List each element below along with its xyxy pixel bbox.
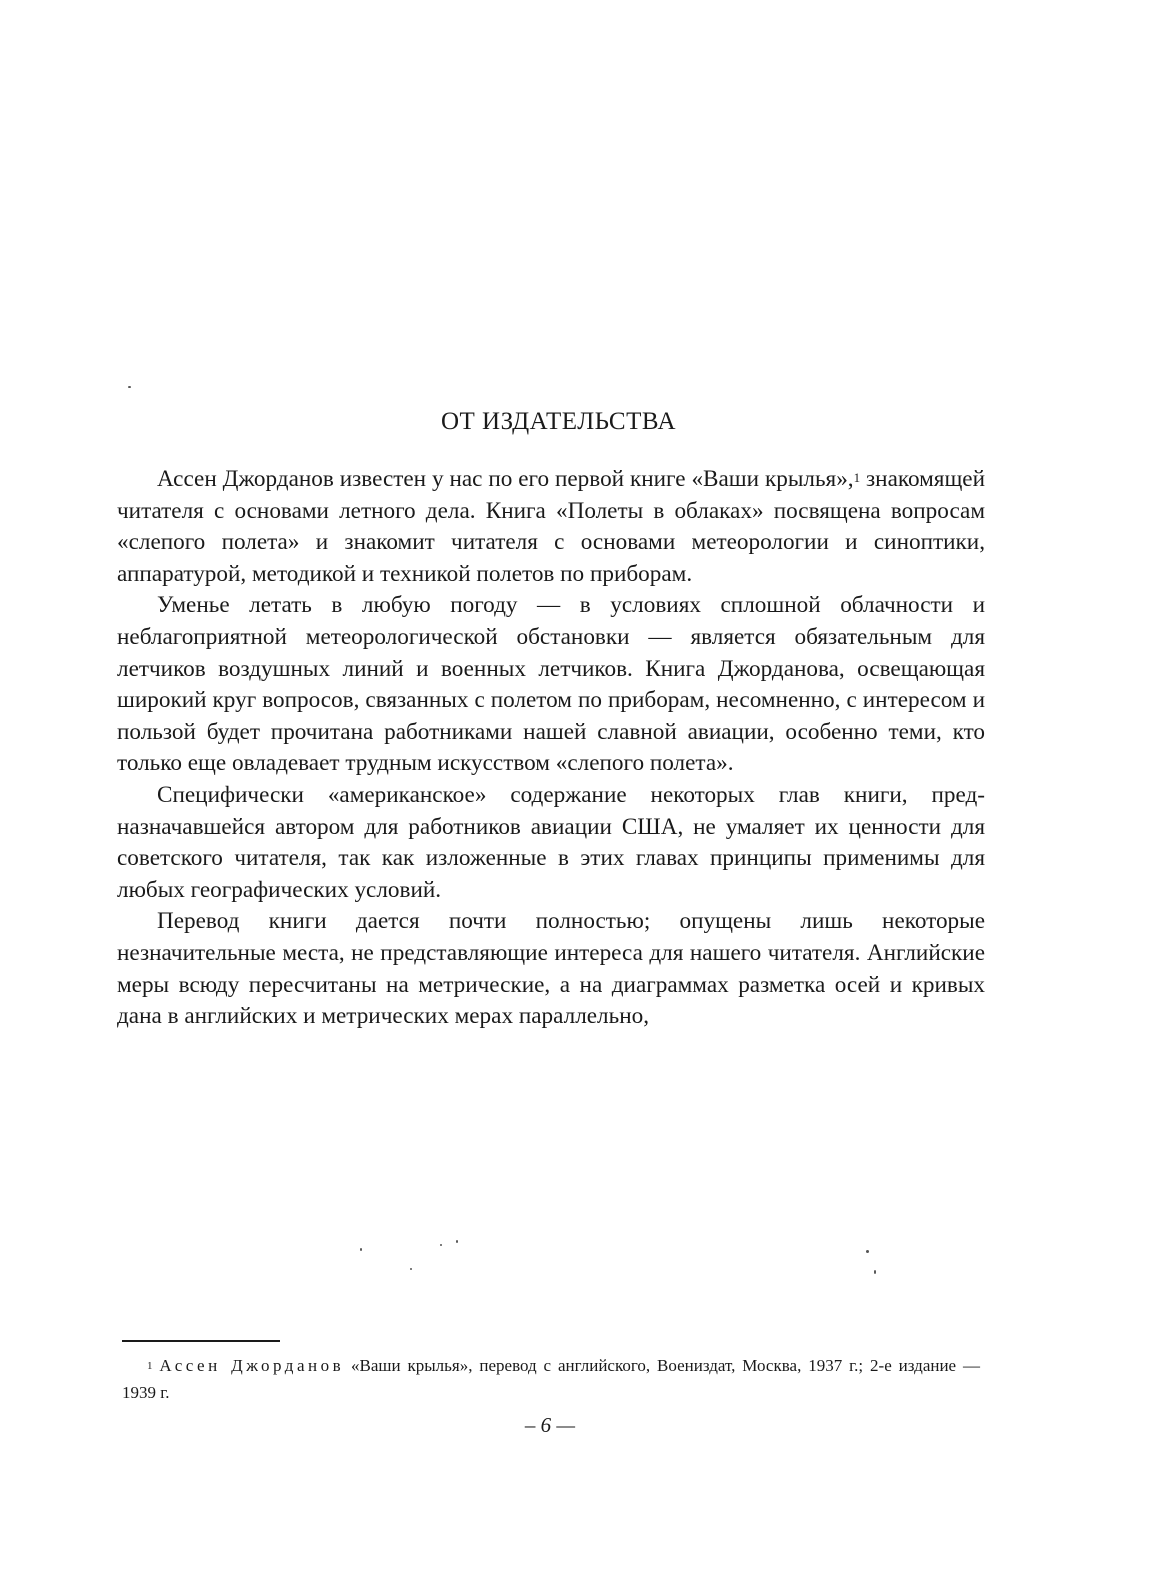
page-number: – 6 — [524, 1413, 576, 1437]
scan-speck [360, 1248, 362, 1251]
paragraph-4: Перевод книги дается почти полностью; опущены лишь некоторые незначительные места, не представляющие интереса для нашего читателя. Английские меры всюду пересчитаны на метрические, а на диаграммах разметка осей и кривых дана в английских и метрических мерах параллельно, [117, 908, 985, 1030]
footnote [122, 1352, 980, 1406]
scan-speck [128, 386, 131, 388]
paragraph-1-continuation: знакомящей читателя с основами летного дела. Книга «Полеты в облаках» посвящена вопросам «слепого полета» и знакомит читателя с основами метеорологии и синоптики, аппаратурой, методикой и техникой полетов по приборам. [117, 466, 986, 587]
body-text [117, 464, 985, 1033]
page-heading: ОТ ИЗДАТЕЛЬСТВА [440, 408, 677, 435]
footnote-reference[interactable]: 1 [853, 470, 861, 485]
footnote-divider [122, 1340, 280, 1342]
footnote-mark: 1 [147, 1360, 153, 1372]
footnote-text: «Ваши крылья», перевод с английского, Воениздат, Москва, 1937 г.; 2-е издание — 1939 г. [122, 1356, 981, 1402]
paragraph-3: Специфически «американское» содержание некоторых глав книги, предназначавшейся автором для работников авиации США, не умаляет их ценности для советского читателя, так как изложенные в этих главах принципы применимы для любых географических условий. [117, 781, 985, 903]
scan-speck [440, 1244, 442, 1246]
scan-speck [410, 1268, 412, 1270]
paragraph-1 [117, 464, 985, 590]
footnote-author: Ассен Джорданов [159, 1356, 345, 1375]
scan-speck [456, 1240, 458, 1243]
paragraph-1-text: Ассен Джорданов известен у нас по его первой книге «Ваши крылья», [157, 466, 854, 492]
scan-speck [874, 1270, 876, 1274]
paragraph-2: Уменье летать в любую погоду — в условиях сплошной облачности и неблагоприятной метеорологической обстановки — является обязательным для летчиков воздушных линий и военных летчиков. Книга Джорданова, освещающая широкий круг вопросов, связанных с полетом по приборам, несомненно, с интересом и пользой будет прочитана работниками нашей славной авиации, особенно теми, кто только еще овладевает трудным искусством «слепого полета». [117, 592, 985, 777]
scan-speck [866, 1250, 869, 1253]
